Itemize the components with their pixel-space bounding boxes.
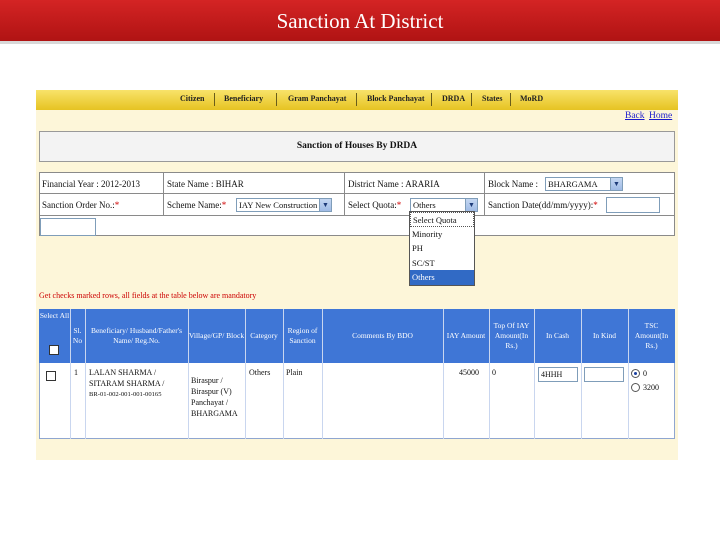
nav-divider <box>214 93 215 106</box>
col-header-category: Category <box>250 331 278 340</box>
select-all-checkbox[interactable] <box>49 345 59 355</box>
beneficiary-grid <box>39 309 675 439</box>
block-select[interactable] <box>545 177 623 191</box>
quota-option[interactable]: Select Quota <box>410 212 474 227</box>
tsc-option-label: 0 <box>643 369 647 378</box>
col-divider <box>344 173 345 215</box>
scheme-select[interactable] <box>236 198 332 212</box>
col-divider <box>163 173 164 215</box>
chevron-down-icon[interactable]: ▼ <box>319 199 331 211</box>
beneficiary-name: LALAN SHARMA / <box>89 368 157 377</box>
quota-option[interactable]: Minority <box>412 228 443 239</box>
required-mark: * <box>396 200 402 210</box>
col-header-beneficiary: Beneficiary/ Husband/Father's Name/ Reg.No. <box>90 326 183 345</box>
beneficiary-reg-no: BR-01-002-001-001-00165 <box>89 391 162 398</box>
sanction-order-label <box>42 200 119 210</box>
panel-header <box>39 131 675 162</box>
row-village <box>191 375 245 419</box>
nav-drda[interactable]: DRDA <box>442 94 466 103</box>
chevron-down-icon[interactable]: ▼ <box>610 178 622 190</box>
nav-block-panchayat[interactable]: Block Panchayat <box>367 94 425 103</box>
required-mark: * <box>114 200 120 210</box>
col-header-village: Village/GP/ Block <box>188 331 245 340</box>
gp-name: Biraspur (V) <box>191 387 232 396</box>
in-cash-input[interactable]: 4HHH <box>538 367 578 382</box>
block-name-label: Block Name : <box>488 179 538 189</box>
block-select-value: BHARGAMA <box>548 179 598 189</box>
row-divider <box>40 193 674 194</box>
col-header-in-cash: In Cash <box>545 331 570 340</box>
quota-option-highlighted[interactable]: Others <box>410 270 474 285</box>
slide-title: Sanction At District <box>0 0 720 44</box>
panel-title: Sanction of Houses By DRDA <box>296 141 418 151</box>
app-screenshot <box>36 90 678 460</box>
nav-states[interactable]: States <box>482 94 503 103</box>
row-region: Plain <box>286 368 303 377</box>
col-header-select-all: Select All <box>39 311 70 320</box>
home-link[interactable]: Home <box>649 111 673 121</box>
nav-citizen[interactable]: Citizen <box>180 94 205 103</box>
row-top-of-iay: 0 <box>492 368 496 377</box>
block-name: BHARGAMA <box>191 409 238 418</box>
nav-divider <box>356 93 357 106</box>
sanction-form <box>39 172 675 236</box>
chevron-down-icon[interactable]: ▼ <box>465 199 477 211</box>
quota-select[interactable] <box>410 198 478 212</box>
quota-dropdown-list <box>409 211 475 286</box>
financial-year-label: Financial Year : 2012-2013 <box>42 179 140 189</box>
col-header-tsc-amount: TSC Amount(In Rs.) <box>634 321 669 350</box>
village-name: Biraspur / <box>191 376 223 385</box>
nav-beneficiary[interactable]: Beneficiary <box>224 94 264 103</box>
col-header-in-kind: In Kind <box>592 331 617 340</box>
col-header-top-of-iay: Top Of IAY Amount(In Rs.) <box>493 321 530 350</box>
back-link[interactable]: Back <box>625 111 645 121</box>
tsc-radio-0[interactable] <box>631 369 640 378</box>
row-checkbox[interactable] <box>46 371 56 381</box>
state-name-label: State Name : BIHAR <box>167 179 244 189</box>
col-header-iay-amount: IAY Amount <box>446 331 486 340</box>
scheme-select-value: IAY New Construction <box>239 200 318 210</box>
in-kind-input[interactable] <box>584 367 624 382</box>
row-iay-amount: 45000 <box>459 368 479 377</box>
scheme-name-label <box>167 200 226 210</box>
quota-option[interactable]: SC/ST <box>412 257 435 268</box>
col-header-sl-no: Sl. No <box>72 326 83 345</box>
sanction-order-input[interactable] <box>40 218 96 236</box>
quota-option[interactable]: PH <box>412 243 423 254</box>
sanction-date-label <box>488 200 598 210</box>
beneficiary-father-name: SITARAM SHARMA / <box>89 379 165 388</box>
row-beneficiary <box>89 367 187 400</box>
col-header-region: Region of Sanction <box>287 326 318 345</box>
row-divider <box>40 215 674 216</box>
top-nav-bar <box>36 90 678 110</box>
quota-select-value: Others <box>413 200 436 210</box>
nav-divider <box>431 93 432 106</box>
nav-gram-panchayat[interactable]: Gram Panchayat <box>288 94 347 103</box>
row-sl-no: 1 <box>74 368 78 377</box>
nav-mord[interactable]: MoRD <box>520 94 544 103</box>
mandatory-note: Get checks marked rows, all fields at the table below are mandatory <box>39 291 257 300</box>
scheme-name-label-text: Scheme Name: <box>167 200 222 210</box>
nav-divider <box>510 93 511 106</box>
sanction-date-label-text: Sanction Date(dd/mm/yyyy): <box>488 200 594 210</box>
nav-divider <box>276 93 277 106</box>
row-category: Others <box>249 368 271 377</box>
sanction-date-input[interactable] <box>606 197 660 213</box>
nav-divider <box>471 93 472 106</box>
quota-label <box>348 200 401 210</box>
panchayat-label: Panchayat / <box>191 398 229 407</box>
col-header-comments: Comments By BDO <box>352 331 413 340</box>
sanction-order-label-text: Sanction Order No.: <box>42 200 115 210</box>
tsc-radio-3200[interactable] <box>631 383 640 392</box>
quota-label-text: Select Quota: <box>348 200 397 210</box>
required-mark: * <box>593 200 598 210</box>
district-name-label: District Name : ARARIA <box>348 179 440 189</box>
tsc-option-label: 3200 <box>643 383 659 392</box>
col-divider <box>484 173 485 215</box>
required-mark: * <box>221 200 227 210</box>
